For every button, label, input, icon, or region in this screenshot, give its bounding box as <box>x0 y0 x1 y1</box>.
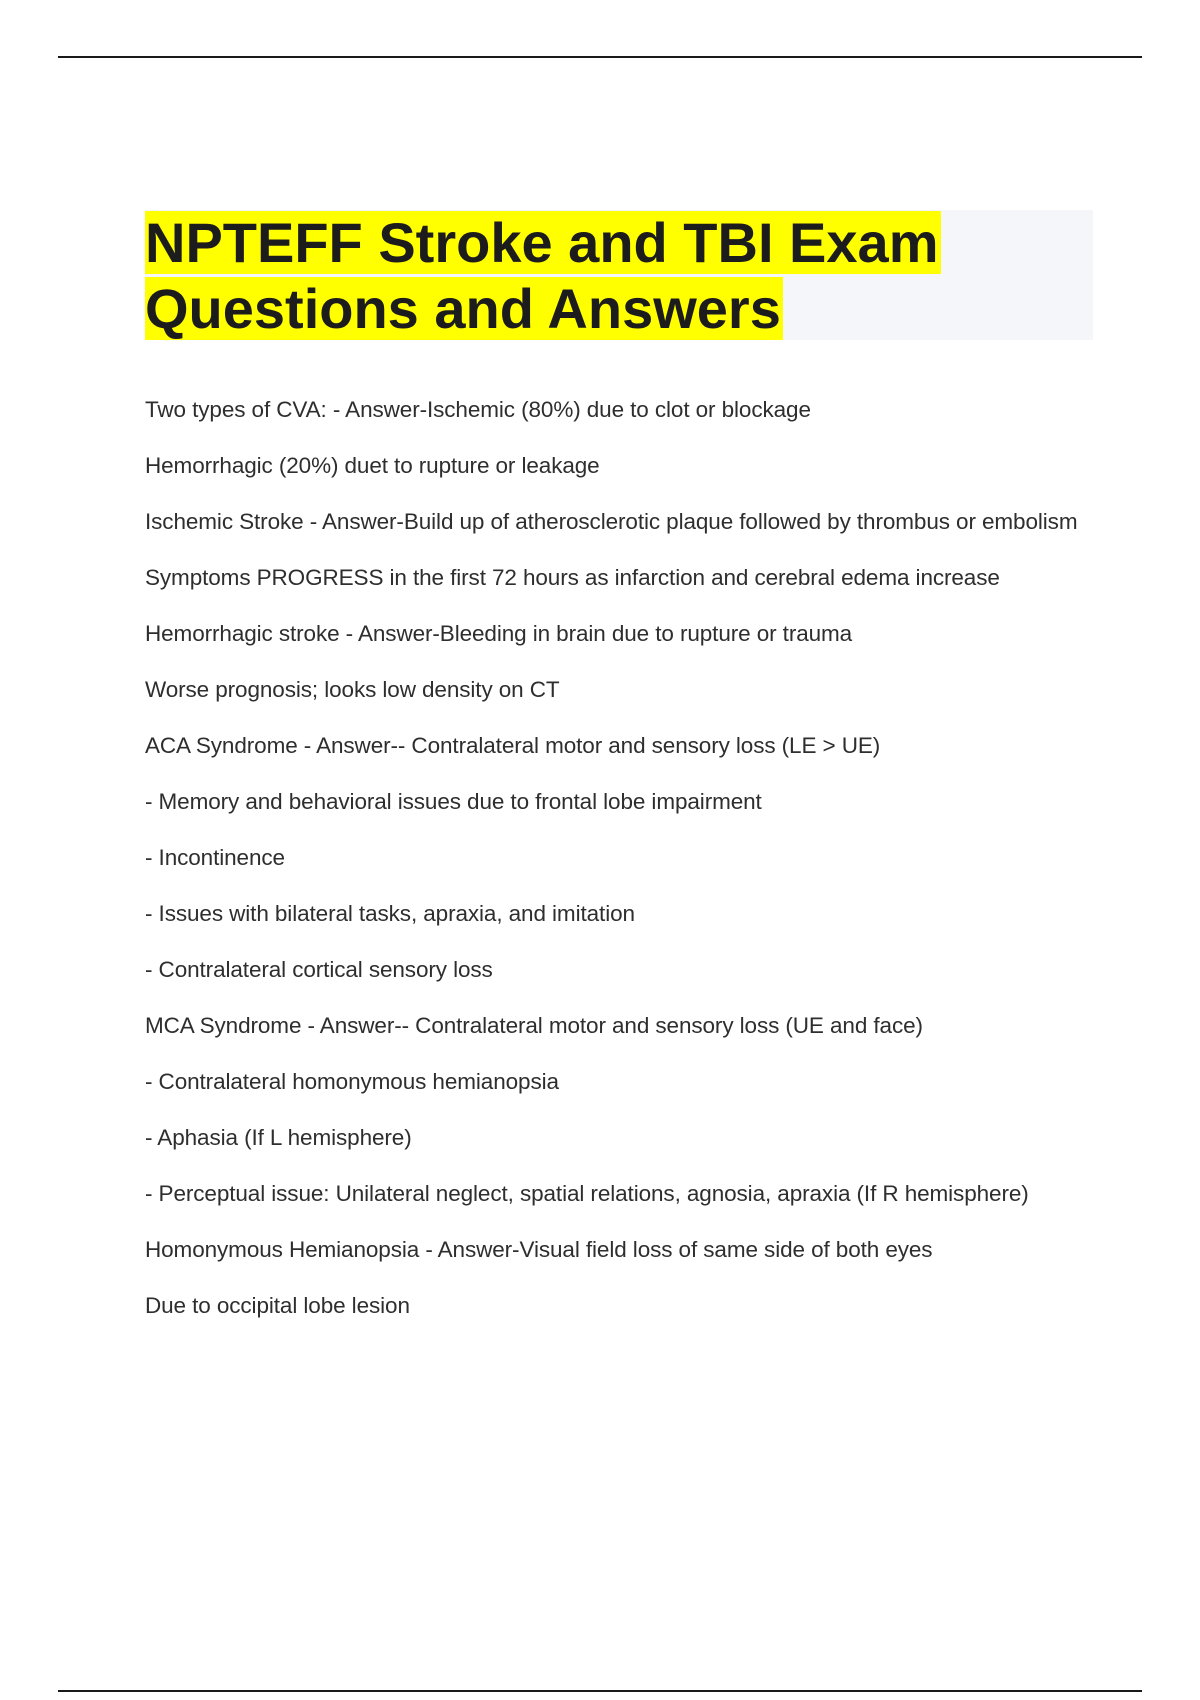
qa-line: Hemorrhagic (20%) duet to rupture or leakage <box>145 453 600 478</box>
qa-line: Two types of CVA: - Answer-Ischemic (80%) due to clot or blockage <box>145 397 811 422</box>
qa-line: Ischemic Stroke - Answer-Build up of atherosclerotic plaque followed by thrombus or embolism <box>145 509 1078 534</box>
title-block <box>145 210 1093 340</box>
qa-line: Symptoms PROGRESS in the first 72 hours as infarction and cerebral edema increase <box>145 565 1000 590</box>
title-line-1: NPTEFF Stroke and TBI Exam <box>145 211 939 274</box>
qa-line: - Contralateral cortical sensory loss <box>145 957 493 982</box>
qa-line: - Incontinence <box>145 845 285 870</box>
qa-line: ACA Syndrome - Answer-- Contralateral motor and sensory loss (LE > UE) <box>145 733 881 758</box>
title-line-2: Questions and Answers <box>145 277 781 340</box>
qa-line: - Perceptual issue: Unilateral neglect, spatial relations, agnosia, apraxia (If R hemisphere) <box>145 1181 1029 1206</box>
qa-line: - Aphasia (If L hemisphere) <box>145 1125 412 1150</box>
qa-list <box>145 396 1095 1348</box>
qa-line: Hemorrhagic stroke - Answer-Bleeding in brain due to rupture or trauma <box>145 621 853 646</box>
qa-line: - Memory and behavioral issues due to frontal lobe impairment <box>145 789 762 814</box>
bottom-rule <box>58 1690 1142 1692</box>
qa-line: Homonymous Hemianopsia - Answer-Visual field loss of same side of both eyes <box>145 1237 933 1262</box>
qa-line: Worse prognosis; looks low density on CT <box>145 677 560 702</box>
qa-line: - Issues with bilateral tasks, apraxia, and imitation <box>145 901 635 926</box>
document-title <box>145 210 1093 342</box>
qa-line: Due to occipital lobe lesion <box>145 1293 410 1318</box>
top-rule <box>58 56 1142 58</box>
qa-line: MCA Syndrome - Answer-- Contralateral motor and sensory loss (UE and face) <box>145 1013 923 1038</box>
qa-line: - Contralateral homonymous hemianopsia <box>145 1069 559 1094</box>
